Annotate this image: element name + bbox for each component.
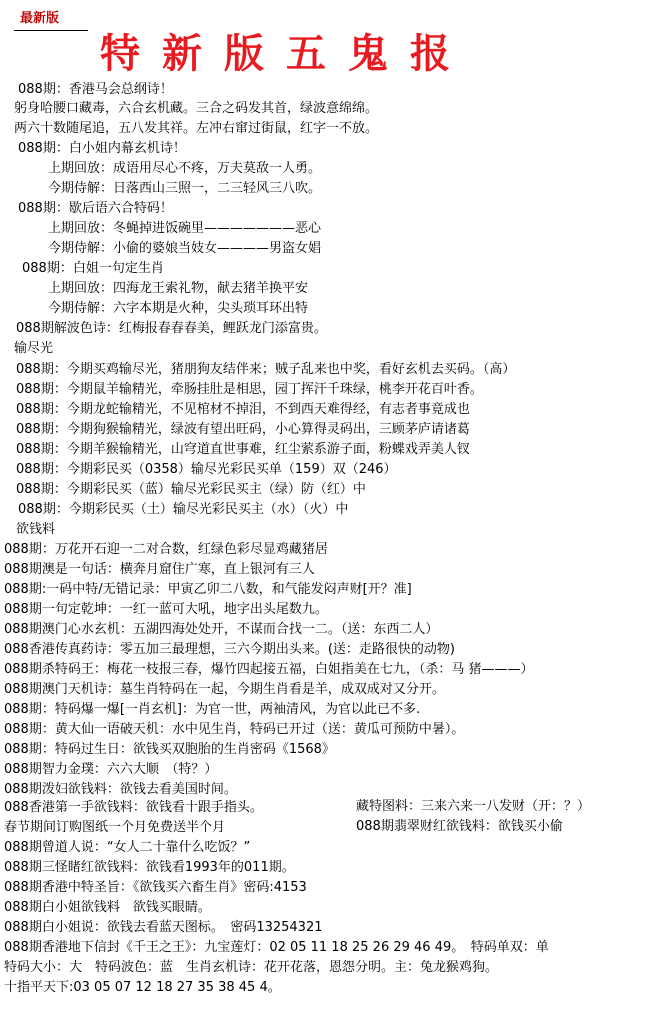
content-line: 上期回放：成语用尽心不疼，万夫莫敌一人勇。 [48, 161, 322, 176]
content-line: 088期香港中特圣旨：《欲钱买六畜生肖》密码:4153 [4, 880, 307, 895]
content-line: 088期曾道人说：“女人二十靠什么吃饭？” [4, 840, 251, 855]
content-line: 088期澳门心水玄机：五湖四海处处开，不谋而合找一二。（送：东西二人） [4, 622, 439, 637]
right-item-hidden-chart: 藏特图料：三来六来一八发财（开：？） [356, 799, 591, 814]
content-line: 088期：今期买鸡输尽光，猪朋狗友结伴来；贼子乱来也中奖，看好玄机去买码。（高） [16, 362, 516, 377]
content-line: 今期侍解：小偷的婆娘当妓女————男盗女娼 [48, 241, 322, 256]
content-line: 088期：今期彩民买（土）输尽光彩民买主（水）（火）中 [18, 502, 349, 517]
content-line: 088期泼妇欲钱料：欲钱去看美国时间。 [4, 782, 237, 797]
content-line: 088期：今期彩民买（蓝）输尽光彩民买主（绿）防（红）中 [16, 482, 366, 497]
content-line: 088期:一码中特/无错记录：甲寅乙卯二八数，和气能发闷声财[开？准] [4, 582, 412, 597]
content-line: 088期：今期鼠羊输精光，牵肠挂肚是相思，园丁挥汗千珠绿，桃李开花百叶香。 [16, 382, 483, 397]
content-line: 十指平天下:03 05 07 12 18 27 35 38 45 4。 [4, 980, 281, 995]
content-line: 088期杀特码王：梅花一枝报三春，爆竹四起接五福，白姐指美在七九，（杀：马 猪———） [4, 662, 534, 677]
content-line: 躬身哈腰口藏毒，六合玄机藏。三合之码发其首，绿波意绵绵。 [14, 101, 379, 116]
content-line: 088期：万花开石迎一二对合数，红绿色彩尽显鸡藏猪居 [4, 542, 328, 557]
right-item-jade-riddle: 088期翡翠财红欲钱料：欲钱买小偷 [356, 819, 563, 834]
content-line: 088期：白小姐内幕玄机诗！ [18, 141, 186, 156]
content-line: 088期：黄大仙一语破天机：水中见生肖，特码已开过（送：黄瓜可预防中暑）。 [4, 722, 465, 737]
content-line: 088期一句定乾坤：一红一蓝可大吼，地字出头尾数九。 [4, 602, 328, 617]
content-line: 088期：今期狗猴输精光，绿波有望出旺码，小心算得灵码出，三顾茅庐请诸葛 [16, 422, 470, 437]
content-line: 088期白小姐欲钱料 欲钱买眼睛。 [4, 900, 211, 915]
content-line: 春节期间订购图纸一个月免费送半个月 [4, 820, 226, 835]
content-line: 088期：特码过生日：欲钱买双胞胎的生肖密码《1568》 [4, 742, 335, 757]
content-line: 欲钱料 [16, 522, 56, 537]
latest-version-badge: 最新版 [20, 11, 60, 26]
content-line: 今期侍解：六字本期是火种，尖头琐耳环出特 [48, 301, 309, 316]
header-divider [14, 30, 88, 31]
content-line: 088期白小姐说：欲钱去看蓝天图标。 密码13254321 [4, 920, 323, 935]
content-line: 上期回放：四海龙王索礼物，献去猪羊换平安 [48, 281, 309, 296]
content-line: 088期：歇后语六合特码！ [18, 201, 173, 216]
content-line: 088香港传真药诗：零五加三最理想，三六今期出头来。(送：走路很快的动物) [4, 642, 455, 657]
content-line: 两六十数随尾追，五八发其祥。左冲右窜过街鼠，红字一不放。 [14, 121, 379, 136]
content-line: 088期澳门天机诗：墓生肖特码在一起，今期生肖看是羊，成双成对又分开。 [4, 682, 445, 697]
content-line: 088期智力金璞：六六大顺 （特？） [4, 762, 218, 777]
content-line: 088期香港地下信封《千王之王》：九宝莲灯：02 05 11 18 25 26 29 46 49。 特码单双：单 [4, 940, 549, 955]
content-line: 088期澳是一句话：横奔月窟住广寒，直上银河有三人 [4, 562, 315, 577]
content-line: 088期：白姐一句定生肖 [22, 261, 164, 276]
content-line: 088香港第一手欲钱料：欲钱看十跟手指头。 [4, 800, 263, 815]
content-line: 088期解波色诗：红梅报春春春美，鲤跃龙门添富贵。 [16, 321, 327, 336]
content-line: 088期：香港马会总纲诗！ [18, 82, 173, 97]
content-line: 今期侍解：日落西山三照一，二三轻风三八吹。 [48, 181, 322, 196]
content-line: 088期：特码爆一爆[一肖玄机]：为官一世，两袖清风，为官以此已不多. [4, 702, 421, 717]
content-line: 088期：今期羊猴输精光，山穹道直世事难，红尘萦系游子面，粉蝶戏弄美人钗 [16, 442, 470, 457]
content-line: 088期三怪睹红欲钱料：欲钱看1993年的011期。 [4, 860, 295, 875]
content-line: 088期：今期龙蛇输精光，不见棺材不掉泪，不到西天难得经，有志者事竟成也 [16, 402, 470, 417]
content-line: 上期回放：冬蝇掉进饭碗里———————恶心 [48, 221, 322, 236]
page-title: 特新版五鬼报 [100, 30, 472, 77]
content-line: 088期：今期彩民买（0358）输尽光彩民买单（159）双（246） [16, 462, 397, 477]
content-line: 输尽光 [14, 341, 54, 356]
content-line: 特码大小：大 特码波色：蓝 生肖玄机诗：花开花落，恩怨分明。主：兔龙猴鸡狗。 [4, 960, 499, 975]
